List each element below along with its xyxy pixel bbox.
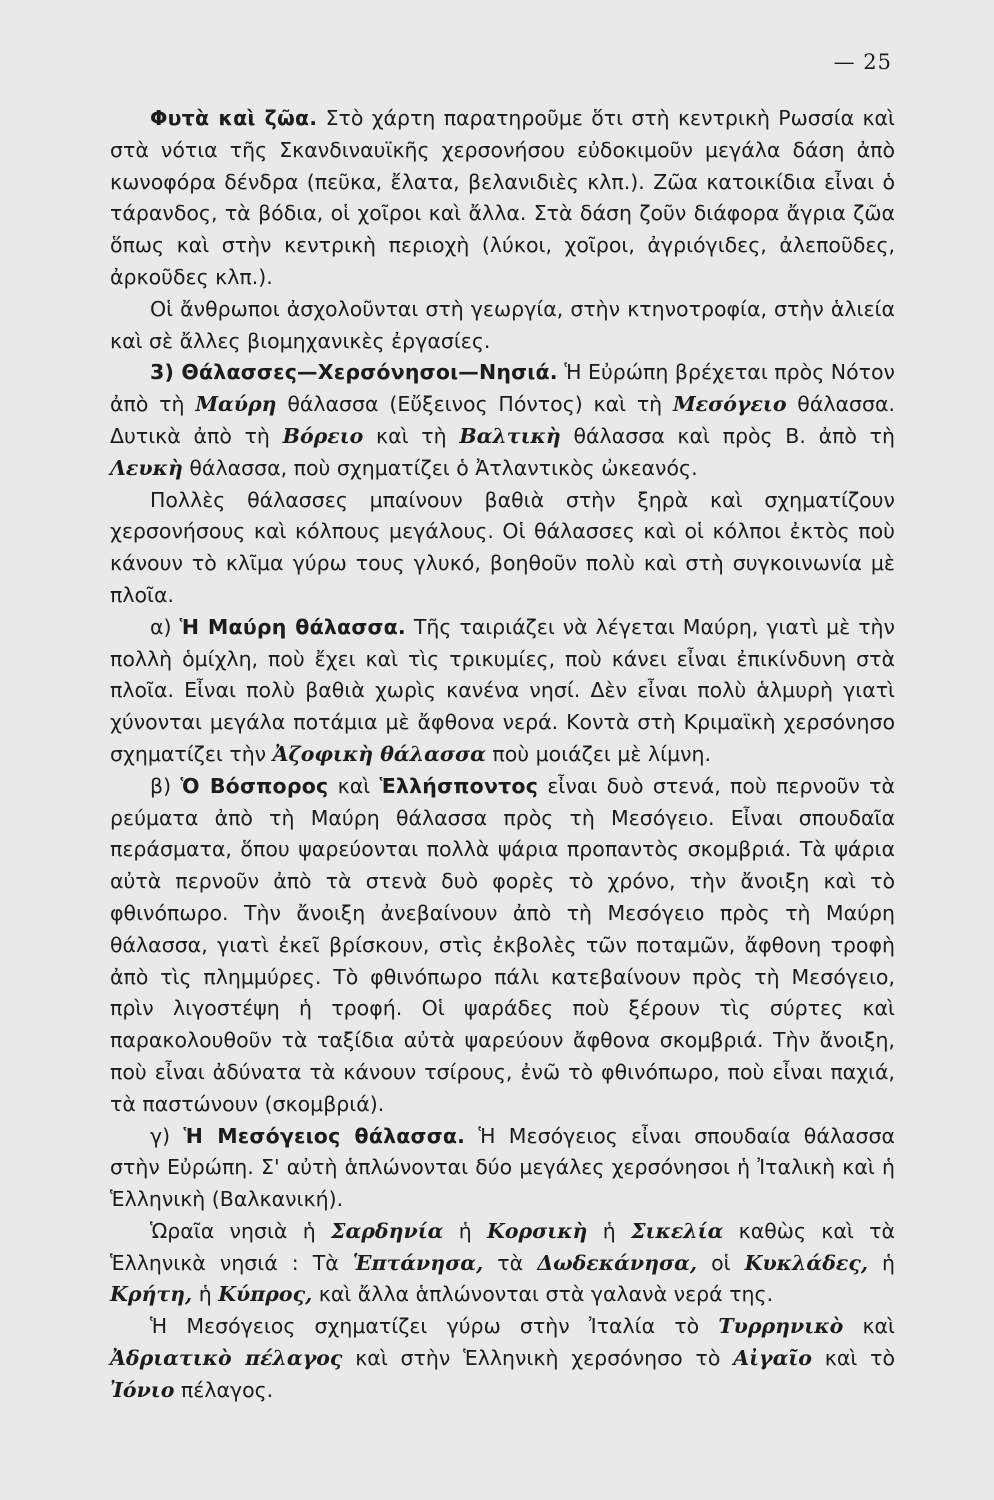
list-marker: γ) (150, 1123, 184, 1148)
section-heading: Ἡ Μεσόγειος θάλασσα. (183, 1123, 466, 1148)
text-run: καὶ ἄλλα ἁπλώνονται στὰ γαλανὰ νερά της. (312, 1282, 774, 1307)
text-run: Ἡ Μεσόγειος σχηματίζει γύρω στὴν Ἰταλία τὸ (150, 1314, 719, 1339)
paragraph-gulfs (110, 485, 895, 612)
emphasis: Ἀζοφικὴ θάλασσα (272, 741, 486, 766)
text-run: ἡ (867, 1250, 895, 1275)
text-run: ἡ (587, 1218, 632, 1243)
emphasis: Λευκὴ (110, 455, 183, 480)
emphasis: Αἰγαῖο (733, 1346, 812, 1371)
emphasis: Κύπρος, (218, 1282, 313, 1307)
text-run: ἡ (443, 1218, 488, 1243)
text-run: θάλασσα. Δυτικὰ ἀπὸ τὴ (110, 392, 896, 448)
text-run: καὶ στὴν Ἑλληνικὴ χερσόνησο τὸ (342, 1346, 734, 1371)
text-run: θάλασσα καὶ πρὸς Β. ἀπὸ τὴ (560, 423, 896, 448)
emphasis: Βόρειο (282, 423, 364, 448)
emphasis: Μαύρη (195, 392, 277, 417)
section-heading: 3) Θάλασσες—Χερσόνησοι—Νησιά. (150, 360, 558, 385)
paragraph-text: εἶναι δυὸ στενά, ποὺ περνοῦν τὰ ρεύματα ἀπὸ τὴ Μαύρη θάλασσα πρὸς τὴ Μεσόγειο. Εἶναι σπουδαῖα περάσματα, ὅπου ψαρεύονται πολλὰ ψάρια προπαντὸς σκομβριά. Τὰ ψάρια αὐτὰ περνοῦν ἀπὸ τὰ στενὰ δυὸ φορὲς τὸ χρόνο, τὴν ἄνοιξη καὶ τὸ φθινόπωρο. Τὴν ἄνοιξη ἀνεβαίνουν ἀπὸ τὴ Μεσόγειο πρὸς τὴ Μαύρη θάλασσα, γιατὶ ἐκεῖ βρίσκουν, στὶς ἐκβολὲς τῶν ποταμῶν, ἄφθονη τροφὴ ἀπὸ τὶς πλημμύρες. Τὸ φθινόπωρο πάλι κατεβαίνουν πρὸς τὴ Μεσόγειο, πρὶν λιγοστέψη ἡ τροφή. Οἱ ψαράδες ποὺ ξέρουν τὶς σύρτες καὶ παρακολουθοῦν τὰ ταξίδια αὐτὰ ψαρεύουν ἄφθονα σκομβριά. Τὴν ἄνοιξη, ποὺ εἶναι ἀδύνατα τὰ κάνουν τσίρους, ἐνῶ τὸ φθινόπωρο, ποὺ εἶναι παχιά, τὰ παστώνουν (σκομβριά). (110, 773, 895, 1116)
paragraph-straits (110, 771, 895, 1121)
text-run: καὶ (843, 1314, 895, 1339)
emphasis: Κρήτη, (110, 1282, 193, 1307)
text-run: καὶ τὴ (363, 423, 460, 448)
paragraph-flora-fauna (110, 103, 895, 294)
paragraph-text: Πολλὲς θάλασσες μπαίνουν βαθιὰ στὴν ξηρὰ καὶ σχηματίζουν χερσονήσους καὶ κόλπους μεγάλους. Οἱ θάλασσες καὶ οἱ κόλποι ἐκτὸς ποὺ κάνουν τὸ κλῖμα γύρω τους γλυκό, βοηθοῦν πολὺ καὶ στὴ συγκοινωνία μὲ πλοῖα. (110, 487, 895, 607)
text-run: ποὺ μοιάζει μὲ λίμνη. (485, 741, 712, 766)
section-heading: Φυτὰ καὶ ζῶα. (150, 106, 318, 130)
paragraph-text: Ἡ Μεσόγειος εἶναι σπουδαία θάλασσα στὴν Εὐρώπη. Σ' αὐτὴ ἁπλώνονται δύο μεγάλες χερσόνησοι ἡ Ἰταλικὴ καὶ ἡ Ἑλληνικὴ (Βαλκανική). (110, 1123, 895, 1212)
text-run: καθὼς καὶ τὰ Ἑλληνικὰ νησιά : Τὰ (110, 1218, 895, 1275)
list-marker: α) (150, 614, 180, 639)
text-run: καὶ (328, 773, 380, 798)
section-heading: Ὁ Βόσπορος (180, 773, 329, 798)
paragraph-islands (110, 1216, 895, 1311)
section-heading: Ἑλλήσποντος (379, 773, 539, 798)
emphasis: Βαλτικὴ (459, 423, 561, 448)
text-run: πέλαγος. (174, 1377, 274, 1402)
paragraph-black-sea (110, 612, 895, 771)
page-number: — 25 (833, 50, 892, 74)
section-heading: Ἡ Μαύρη θάλασσα. (179, 614, 406, 639)
emphasis: Κορσικὴ (487, 1218, 588, 1243)
emphasis: Ἰόνιο (110, 1377, 175, 1402)
text-run: θάλασσα, ποὺ σχηματίζει ὁ Ἀτλαντικὸς ὠκεανός. (182, 455, 698, 480)
emphasis: Δωδεκάνησα, (537, 1250, 698, 1275)
text-run: ἡ (192, 1282, 219, 1307)
paragraph-seas (110, 357, 895, 484)
text-run: τὰ (483, 1250, 538, 1275)
text-run: καὶ τὸ (811, 1346, 895, 1371)
paragraph-text: Οἱ ἄνθρωποι ἀσχολοῦνται στὴ γεωργία, στὴν κτηνοτροφία, στὴν ἁλιεία καὶ σὲ ἄλλες βιομηχανικὲς ἐργασίες. (110, 296, 895, 353)
emphasis: Σαρδηνία (331, 1218, 444, 1243)
paragraph-seas-around (110, 1311, 895, 1406)
paragraph-mediterranean (110, 1121, 895, 1216)
text-run: θάλασσα (Εὔξεινος Πόντος) καὶ τὴ (276, 392, 673, 417)
emphasis: Κυκλάδες, (744, 1250, 868, 1275)
text-run: Τῆς ταιριάζει νὰ λέγεται Μαύρη, γιατὶ μὲ τὴν πολλὴ ὁμίχλη, ποὺ ἔχει καὶ τὶς τρικυμίες, ποὺ κάνει εἶναι ἐπικίνδυνη στὰ πλοῖα. Εἶναι πολὺ βαθιὰ χωρὶς κανένα νησί. Δὲν εἶναι πολὺ ἁλμυρὴ γιατὶ χύνονται μεγάλα ποτάμια μὲ ἄφθονα νερά. Κοντὰ στὴ Κριμαϊκὴ χερσόνησο σχηματίζει τὴν (110, 614, 895, 766)
emphasis: Μεσόγειο (672, 392, 787, 417)
emphasis: Ἑπτάνησα, (352, 1250, 484, 1275)
emphasis: Τυρρηνικὸ (718, 1314, 844, 1339)
text-run: Ὡραῖα νησιὰ ἡ (150, 1218, 332, 1243)
paragraph-text: Στὸ χάρτη παρατηροῦμε ὅτι στὴ κεντρικὴ Ρωσσία καὶ στὰ νότια τῆς Σκανδιναυϊκῆς χερσονήσου εὐδοκιμοῦν μεγάλα δάση ἀπὸ κωνοφόρα δένδρα (πεῦκα, ἔλατα, βελανιδιὲς κλπ.). Ζῶα κατοικίδια εἶναι ὁ τάρανδος, τὰ βόδια, οἱ χοῖροι καὶ ἄλλα. Στὰ δάση ζοῦν διάφορα ἄγρια ζῶα ὅπως καὶ στὴν κεντρικὴ περιοχὴ (λύκοι, χοῖροι, ἀγριόγιδες, ἀλεποῦδες, ἀρκοῦδες κλπ.). (110, 106, 895, 289)
body-text (110, 103, 895, 1407)
text-run: οἱ (697, 1250, 745, 1275)
emphasis: Σικελία (631, 1218, 724, 1243)
text-run: Ἡ Εὐρώπη βρέχεται πρὸς Νότον ἀπὸ τὴ (110, 360, 895, 417)
paragraph-occupations (110, 294, 895, 358)
emphasis: Ἀδριατικὸ πέλαγος (110, 1346, 343, 1371)
list-marker: β) (150, 773, 181, 798)
